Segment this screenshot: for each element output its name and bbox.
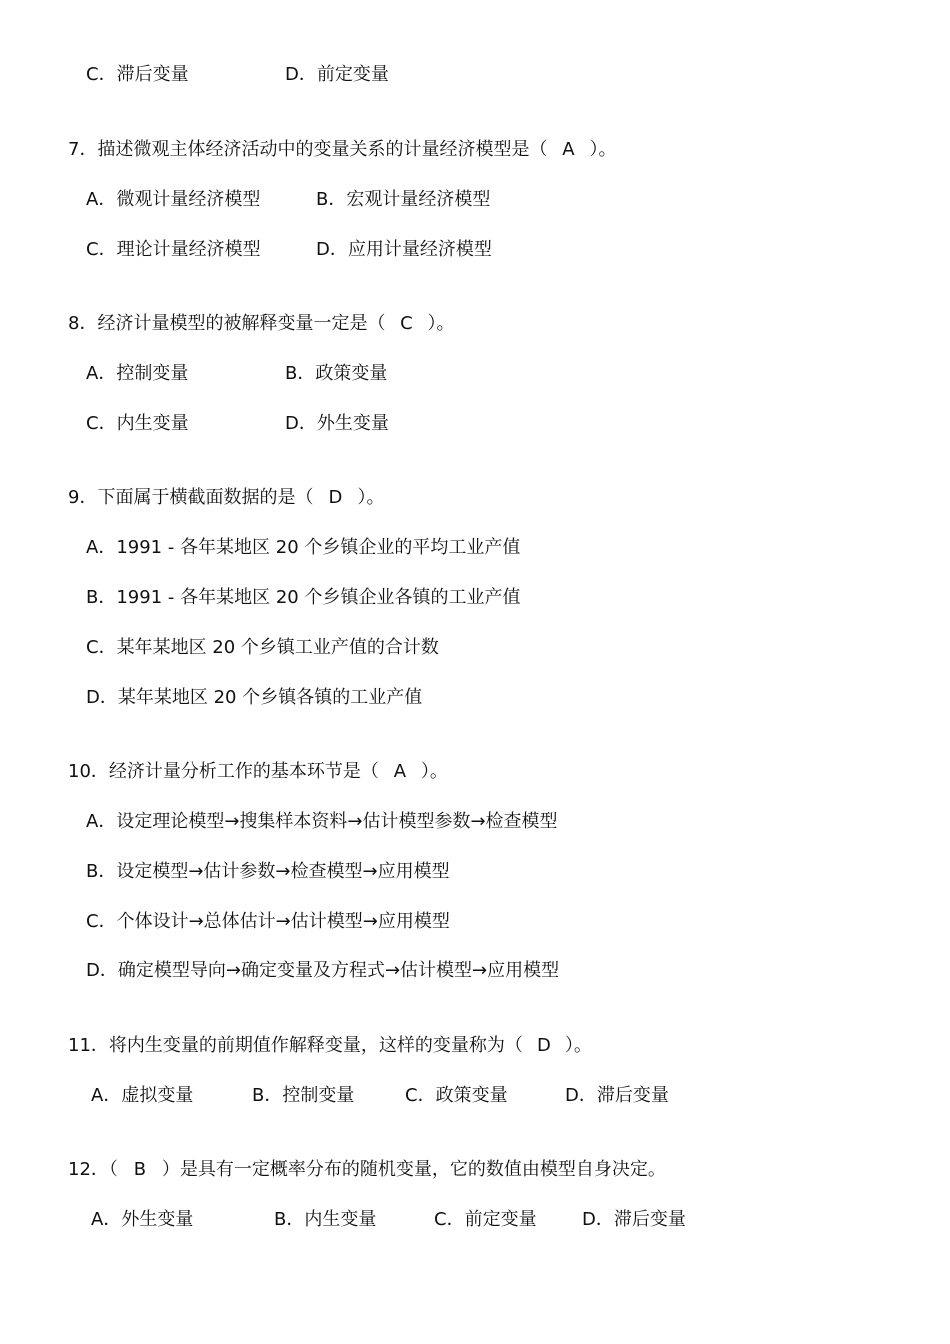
q11-option-b: B．控制变量 [252, 1085, 355, 1106]
question-12-stem-before: 12．（ [68, 1159, 118, 1180]
q10-option-c: C．个体设计→总体估计→估计模型→应用模型 [86, 911, 450, 932]
q10-option-a: A．设定理论模型→搜集样本资料→估计模型参数→检查模型 [86, 811, 558, 832]
question-9-stem-before: 9．下面属于横截面数据的是（ [68, 487, 314, 508]
question-7-stem-after: ）。 [589, 139, 617, 160]
question-10-stem-after: ）。 [420, 761, 448, 782]
question-8-stem [68, 315, 454, 333]
q9-option-c: C．某年某地区 20 个乡镇工业产值的合计数 [86, 637, 439, 658]
q9-option-a: A．1991 - 各年某地区 20 个乡镇企业的平均工业产值 [86, 537, 521, 558]
q6-option-c: C．滞后变量 [86, 64, 189, 85]
question-11-stem [68, 1037, 592, 1055]
question-11-stem-after: ）。 [564, 1035, 592, 1056]
q12-option-c: C．前定变量 [434, 1209, 537, 1230]
q11-option-a: A．虚拟变量 [91, 1085, 194, 1106]
q7-option-c: C．理论计量经济模型 [86, 239, 261, 260]
q7-option-b: B．宏观计量经济模型 [316, 189, 491, 210]
q8-option-d: D．外生变量 [285, 413, 389, 434]
q8-option-a: A．控制变量 [86, 363, 189, 384]
q11-option-d: D．滞后变量 [565, 1085, 669, 1106]
question-7-answer: A [562, 139, 575, 160]
question-9-stem [68, 489, 384, 507]
question-10-stem [68, 763, 448, 781]
q8-option-b: B．政策变量 [285, 363, 388, 384]
question-8-stem-after: ）。 [427, 313, 455, 334]
q12-option-b: B．内生变量 [274, 1209, 377, 1230]
question-11-answer: D [536, 1035, 551, 1056]
q12-option-d: D．滞后变量 [582, 1209, 686, 1230]
q10-option-d: D．确定模型导向→确定变量及方程式→估计模型→应用模型 [86, 960, 560, 981]
question-10-answer: A [393, 761, 407, 782]
question-7-stem [68, 141, 616, 159]
question-9-stem-after: ）。 [357, 487, 385, 508]
q9-option-d: D．某年某地区 20 个乡镇各镇的工业产值 [86, 687, 423, 708]
q7-option-a: A．微观计量经济模型 [86, 189, 261, 210]
question-12-stem [68, 1161, 666, 1179]
question-10-stem-before: 10．经济计量分析工作的基本环节是（ [68, 761, 379, 782]
question-7-stem-before: 7．描述微观主体经济活动中的变量关系的计量经济模型是（ [68, 139, 548, 160]
q6-option-d: D．前定变量 [285, 64, 389, 85]
question-8-stem-before: 8．经济计量模型的被解释变量一定是（ [68, 313, 386, 334]
q9-option-b: B．1991 - 各年某地区 20 个乡镇企业各镇的工业产值 [86, 587, 521, 608]
question-11-stem-before: 11．将内生变量的前期值作解释变量，这样的变量称为（ [68, 1035, 523, 1056]
q8-option-c: C．内生变量 [86, 413, 189, 434]
question-12-stem-after: ）是具有一定概率分布的随机变量，它的数值由模型自身决定。 [161, 1159, 666, 1180]
q12-option-a: A．外生变量 [91, 1209, 194, 1230]
question-8-answer: C [400, 313, 413, 334]
question-9-answer: D [328, 487, 343, 508]
q7-option-d: D．应用计量经济模型 [316, 239, 492, 260]
q10-option-b: B．设定模型→估计参数→检查模型→应用模型 [86, 861, 450, 882]
q11-option-c: C．政策变量 [405, 1085, 508, 1106]
question-12-answer: B [133, 1159, 147, 1180]
